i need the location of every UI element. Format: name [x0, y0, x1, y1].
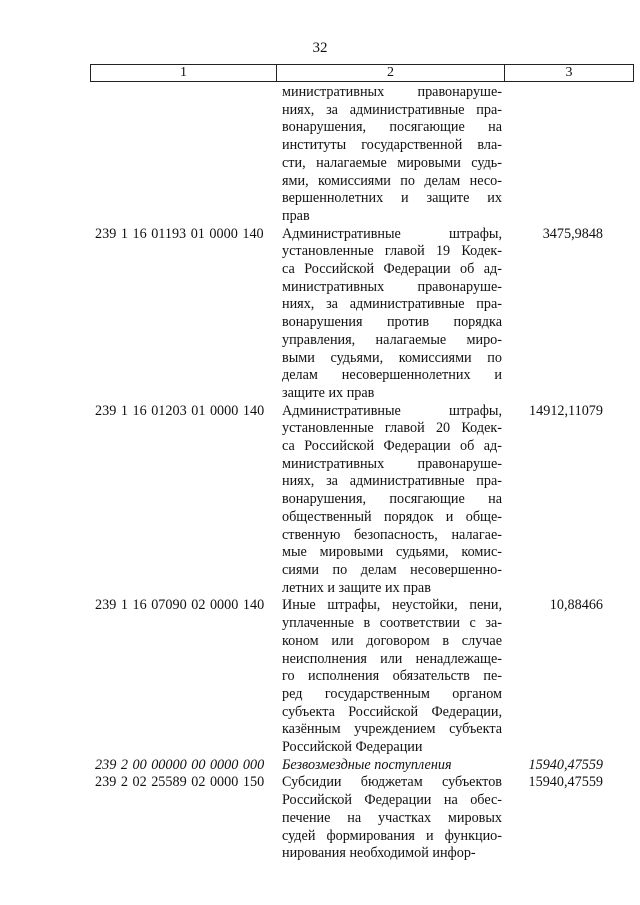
table-header	[90, 64, 634, 82]
description-line: общественный порядок и обще-	[282, 508, 502, 525]
description-line: го исполнения обязательств пе-	[282, 668, 502, 685]
table-row	[0, 226, 640, 403]
description-line: са Российской Федерации об ад-	[282, 438, 502, 455]
description-line: выми судьями, комиссиями по	[282, 349, 502, 366]
table-header-col-2: 2	[277, 65, 505, 81]
description-line: министративных правонаруше-	[282, 278, 502, 295]
amount-cell: 15940,47559	[528, 774, 603, 791]
description-line: ственную безопасность, налагае-	[282, 526, 502, 543]
budget-code-cell: 239 2 02 25589 02 0000 150	[95, 774, 265, 791]
description-line: Иные штрафы, неустойки, пени,	[282, 597, 502, 614]
description-line: вонарушения, посягающие на	[282, 491, 502, 508]
description-line: установленные главой 20 Кодек-	[282, 420, 502, 437]
description-line: сиями по делам несовершенно-	[282, 561, 502, 578]
amount-cell	[502, 84, 640, 226]
budget-code-cell	[0, 84, 284, 226]
description-cell	[282, 774, 502, 863]
description-line: министративных правонаруше-	[282, 84, 502, 100]
amount-cell: 10,88466	[549, 597, 603, 614]
description-line: защите их прав	[282, 384, 375, 401]
budget-code-cell: 239 1 16 01203 01 0000 140	[95, 402, 265, 419]
table-row	[0, 403, 640, 598]
description-line: делам несовершеннолетних и	[282, 367, 502, 384]
table-header-col-3: 3	[565, 65, 573, 80]
description-line: Административные штрафы,	[282, 225, 502, 242]
description-line: нирования необходимой инфор-	[282, 845, 476, 862]
description-line: са Российской Федерации об ад-	[282, 261, 502, 278]
budget-code-cell: 239 1 16 01193 01 0000 140	[95, 225, 264, 242]
description-line: вонарушения, посягающие на	[282, 119, 502, 136]
description-line: Российской Федерации на обес-	[282, 792, 502, 809]
description-line: Административные штрафы,	[282, 402, 502, 419]
description-line: ями, комиссиями по делам несо-	[282, 172, 502, 189]
description-line: Субсидии бюджетам субъектов	[282, 774, 502, 791]
table-row	[0, 84, 640, 226]
table-row	[0, 757, 640, 775]
table-row	[0, 597, 640, 756]
description-line: Безвозмездные поступления	[282, 756, 452, 773]
table-header-col-1: 1	[91, 65, 277, 81]
description-line: вонарушения против порядка	[282, 314, 502, 331]
description-line: министративных правонаруше-	[282, 455, 502, 472]
amount-cell: 15940,47559	[528, 756, 603, 773]
description-line: казённым учреждением субъекта	[282, 721, 502, 738]
description-cell	[282, 597, 502, 756]
description-line: вершеннолетних и защите их	[282, 190, 502, 207]
description-cell	[282, 403, 502, 598]
amount-cell: 3475,9848	[542, 225, 603, 242]
description-line: уплаченные в соответствии с за-	[282, 615, 502, 632]
description-line: ниях, за административные пра-	[282, 296, 502, 313]
description-line: прав	[282, 207, 310, 224]
description-cell	[282, 84, 502, 226]
amount-cell: 14912,11079	[529, 402, 603, 419]
description-line: неисполнения или ненадлежаще-	[282, 650, 502, 667]
description-line: ред государственным органом	[282, 685, 502, 702]
description-line: управления, налагаемые миро-	[282, 331, 502, 348]
table-body	[0, 84, 640, 863]
description-line: коном или договором в случае	[282, 632, 502, 649]
description-line: ниях, за административные пра-	[282, 473, 502, 490]
budget-code-cell: 239 2 00 00000 00 0000 000	[95, 756, 265, 773]
description-line: ниях, за административные пра-	[282, 101, 502, 118]
description-line: летних и защите их прав	[282, 579, 431, 596]
budget-code-cell: 239 1 16 07090 02 0000 140	[95, 597, 265, 614]
description-line: институты государственной вла-	[282, 137, 502, 154]
table-row	[0, 774, 640, 863]
description-line: печение на участках мировых	[282, 809, 502, 826]
description-line: мые мировыми судьями, комис-	[282, 544, 502, 561]
page-number: 32	[312, 40, 328, 56]
description-cell	[282, 226, 502, 403]
description-line: судей формирования и функцио-	[282, 827, 502, 844]
description-line: субъекта Российской Федерации,	[282, 703, 502, 720]
description-line: установленные главой 19 Кодек-	[282, 243, 502, 260]
description-line: сти, налагаемые мировыми судь-	[282, 154, 502, 171]
description-cell	[282, 757, 502, 775]
description-line: Российской Федерации	[282, 739, 423, 756]
